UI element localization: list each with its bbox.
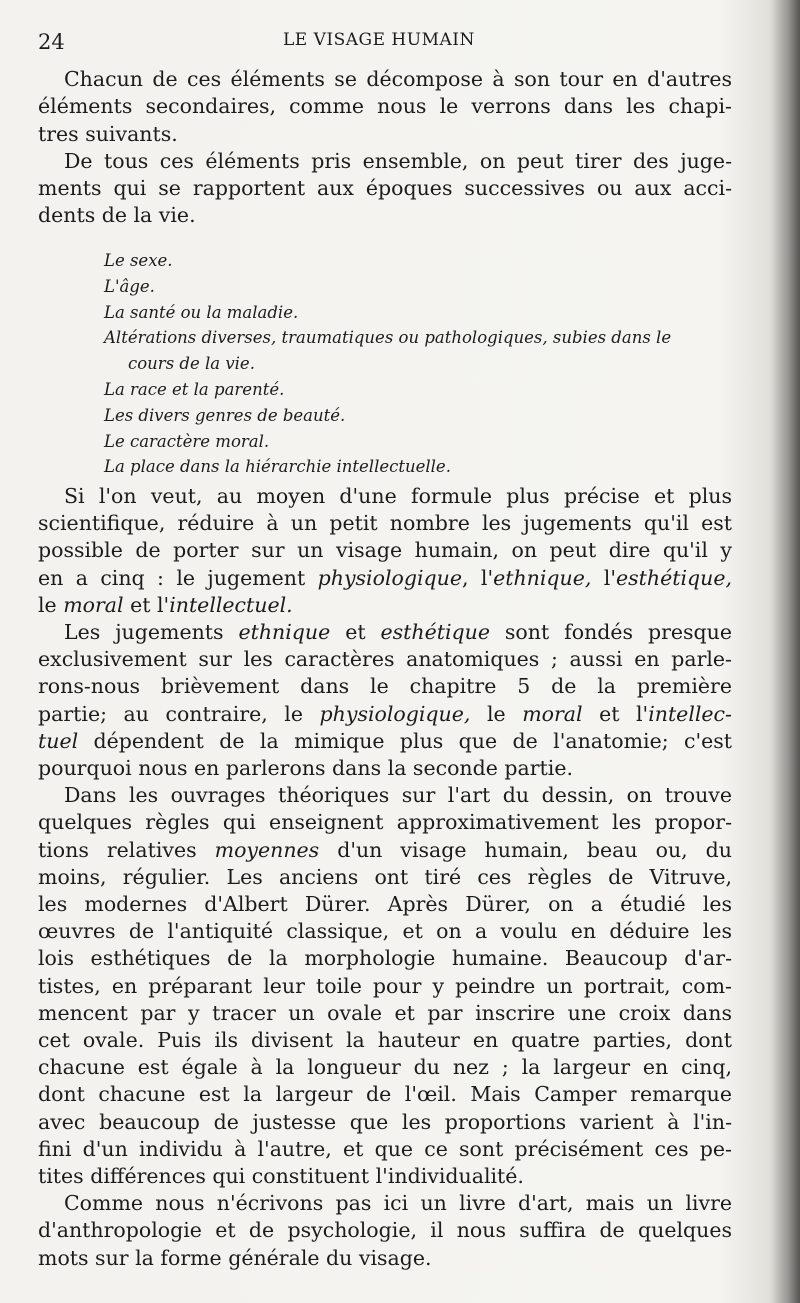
text-run: le	[38, 592, 64, 617]
paragraph-line: Dans les ouvrages théoriques sur l'art du dessin, on trouve	[64, 783, 732, 808]
text-run: le	[470, 701, 523, 726]
paragraph-line: dont chacune est la largeur de l'œil. Mais Camper remarque	[38, 1082, 732, 1107]
paragraph-line: dents de la vie.	[38, 203, 196, 228]
text-run: Les jugements	[64, 620, 239, 645]
text-run: et l'	[582, 701, 649, 726]
paragraph-line: tistes, en préparant leur toile pour y peindre un portrait, com-	[38, 973, 732, 998]
text-run: et	[330, 620, 381, 645]
text-run: en a cinq : le jugement	[38, 565, 318, 590]
italic-term: tuel	[38, 728, 79, 753]
italic-term: ethnique	[238, 620, 331, 645]
paragraph-line: les modernes d'Albert Dürer. Après Dürer, on a étudié les	[38, 892, 732, 917]
text-run: partie; au contraire, le	[38, 701, 320, 726]
list-item: La santé ou la maladie.	[104, 302, 299, 322]
italic-term: ethnique,	[493, 565, 592, 590]
paragraph-line: rons-nous brièvement dans le chapitre 5 de la première	[38, 674, 732, 699]
paragraph-line: mots sur la forme générale du visage.	[38, 1245, 432, 1270]
paragraph-line: scientifique, réduire à un petit nombre les jugements qu'il est	[38, 511, 732, 536]
text-run: tions relatives	[38, 837, 215, 862]
paragraph-line: cet ovale. Puis ils divisent la hauteur en quatre parties, dont	[38, 1028, 732, 1053]
paragraph-line	[38, 619, 732, 646]
text-run: l'	[591, 565, 616, 590]
paragraph-line: fini d'un individu à l'autre, et que ce sont précisément ces pe-	[38, 1136, 732, 1161]
paragraph-line: quelques règles qui enseignent approximativement les propor-	[38, 810, 732, 835]
italic-term: moral	[522, 701, 583, 726]
italic-term: moyennes	[214, 837, 320, 862]
text-run: d'un visage humain, beau ou, du	[319, 837, 732, 862]
paragraph-line: chacune est égale à la longueur du nez ; la largeur en cinq,	[38, 1055, 732, 1080]
paragraph-line: ments qui se rapportent aux époques successives ou aux acci-	[38, 176, 732, 201]
paragraph-line	[38, 565, 732, 592]
text-run: , l'	[462, 565, 494, 590]
list-item: Les divers genres de beauté.	[104, 405, 346, 425]
paragraph-line: De tous ces éléments pris ensemble, on peut tirer des juge-	[64, 148, 732, 173]
paragraph-line: d'anthropologie et de psychologie, il nous suffira de quelques	[38, 1218, 732, 1243]
paragraph-line: avec beaucoup de justesse que les proportions varient à l'in-	[38, 1109, 732, 1134]
page-gutter-shadow	[772, 0, 800, 1303]
list-item: La race et la parenté.	[104, 379, 285, 399]
italic-term: esthétique,	[615, 565, 732, 590]
page-number: 24	[38, 30, 65, 54]
running-head: LE VISAGE HUMAIN	[283, 30, 475, 50]
paragraph-line	[38, 592, 732, 619]
list-item-continuation: cours de la vie.	[128, 354, 255, 374]
paragraph-line	[38, 728, 732, 755]
paragraph-line: Si l'on veut, au moyen d'une formule plus précise et plus	[64, 484, 732, 508]
paragraph-line: Comme nous n'écrivons pas ici un livre d'art, mais un livre	[64, 1191, 732, 1216]
main-text	[38, 483, 732, 1272]
italic-term: esthétique	[380, 620, 490, 645]
italic-term: intellec-	[648, 701, 732, 726]
italic-term: intellectuel.	[169, 592, 293, 617]
list-item: La place dans la hiérarchie intellectuelle.	[104, 457, 451, 477]
list-item: Altérations diverses, traumatiques ou pathologiques, subies dans le	[104, 328, 672, 348]
italic-term: physiologique,	[319, 701, 471, 726]
paragraph-line: mencent par y tracer un ovale et par inscrire une croix dans	[38, 1000, 732, 1025]
paragraph-line	[38, 837, 732, 864]
text-run: dépendent de la mimique plus que de l'anatomie; c'est	[78, 728, 732, 753]
judgement-list	[104, 248, 734, 480]
list-item: Le caractère moral.	[104, 431, 270, 451]
paragraph-line	[38, 701, 732, 728]
paragraph-line: lois esthétiques de la morphologie humaine. Beaucoup d'ar-	[38, 946, 732, 971]
paragraph-line: éléments secondaires, comme nous le verrons dans les chapi-	[38, 94, 732, 119]
page-header	[38, 30, 728, 60]
paragraph-line: possible de porter sur un visage humain, on peut dire qu'il y	[38, 538, 732, 563]
paragraph-line: Chacun de ces éléments se décompose à son tour en d'autres	[64, 67, 732, 91]
paragraph-line: tites différences qui constituent l'individualité.	[38, 1164, 524, 1189]
paragraph-line: œuvres de l'antiquité classique, et on a voulu en déduire les	[38, 919, 732, 944]
italic-term: physiologique	[317, 565, 462, 590]
list-item: L'âge.	[104, 276, 155, 296]
text-run: sont fondés presque	[489, 620, 733, 645]
paragraph-line: tres suivants.	[38, 121, 178, 146]
text-run: et l'	[123, 592, 170, 617]
italic-term: moral	[63, 592, 124, 617]
list-item: Le sexe.	[104, 251, 173, 270]
paragraph-line: moins, régulier. Les anciens ont tiré ces règles de Vitruve,	[38, 864, 732, 889]
paragraph-line: exclusivement sur les caractères anatomiques ; aussi en parle-	[38, 647, 732, 672]
paragraph-line: pourquoi nous en parlerons dans la seconde partie.	[38, 756, 573, 781]
opening-paragraphs	[38, 66, 732, 230]
